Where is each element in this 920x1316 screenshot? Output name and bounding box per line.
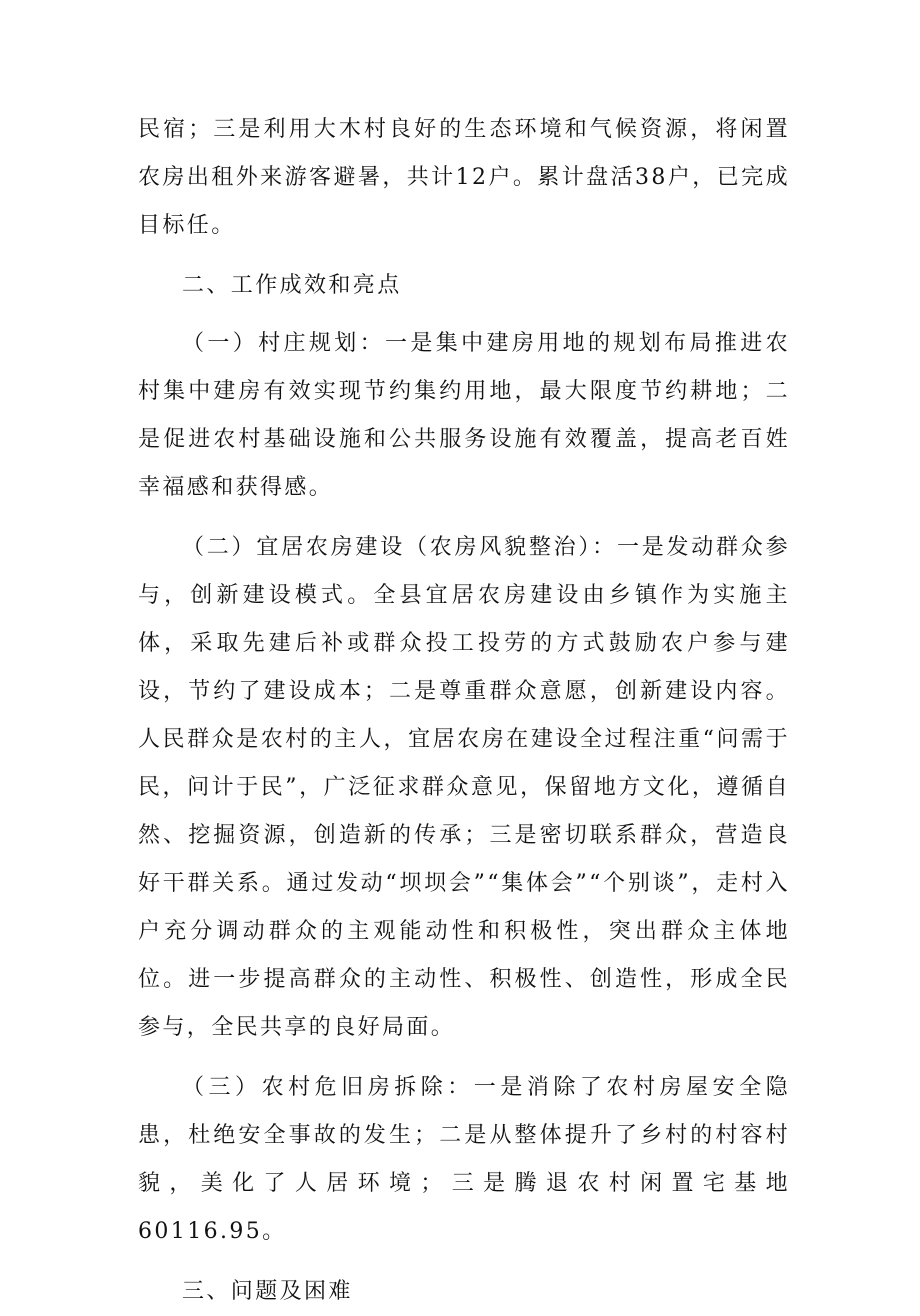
paragraph-livable-housing: （二）宜居农房建设（农房风貌整治）：一是发动群众参与，创新建设模式。全县宜居农房建设由乡镇作为实施主体，采取先建后补或群众投工投劳的方式鼓励农户参与建设，节约了建设成本；二是尊重群众意愿，创新建设内容。人民群众是农村的主人，宜居农房在建设全过程注重“问需于民，问计于民”，广泛征求群众意见，保留地方文化，遵循自然、挖掘资源，创造新的传承；三是密切联系群众，营造良好干群关系。通过发动“坝坝会”“集体会”“个别谈”，走村入户充分调动群众的主观能动性和积极性，突出群众主体地位。进一步提高群众的主动性、积极性、创造性，形成全民参与，全民共享的良好局面。 — [138, 535, 790, 1040]
section-heading-2: 二、工作成效和亮点 — [182, 273, 402, 298]
document-body — [138, 106, 790, 1316]
paragraph-dilapidated-demolition: （三）农村危旧房拆除：一是消除了农村房屋安全隐患，杜绝安全事故的发生；二是从整体提升了乡村的村容村貌，美化了人居环境；三是腾退农村闲置宅基地60116.95。 — [138, 1075, 790, 1244]
section-heading-3: 三、问题及困难 — [182, 1279, 353, 1304]
paragraph-village-planning: （一）村庄规划：一是集中建房用地的规划布局推进农村集中建房有效实现节约集约用地，最大限度节约耕地；二是促进农村基础设施和公共服务设施有效覆盖，提高老百姓幸福感和获得感。 — [138, 331, 790, 500]
paragraph-continuation: 民宿；三是利用大木村良好的生态环境和气候资源，将闲置农房出租外来游客避暑，共计12户。累计盘活38户，已完成目标任。 — [138, 117, 790, 238]
